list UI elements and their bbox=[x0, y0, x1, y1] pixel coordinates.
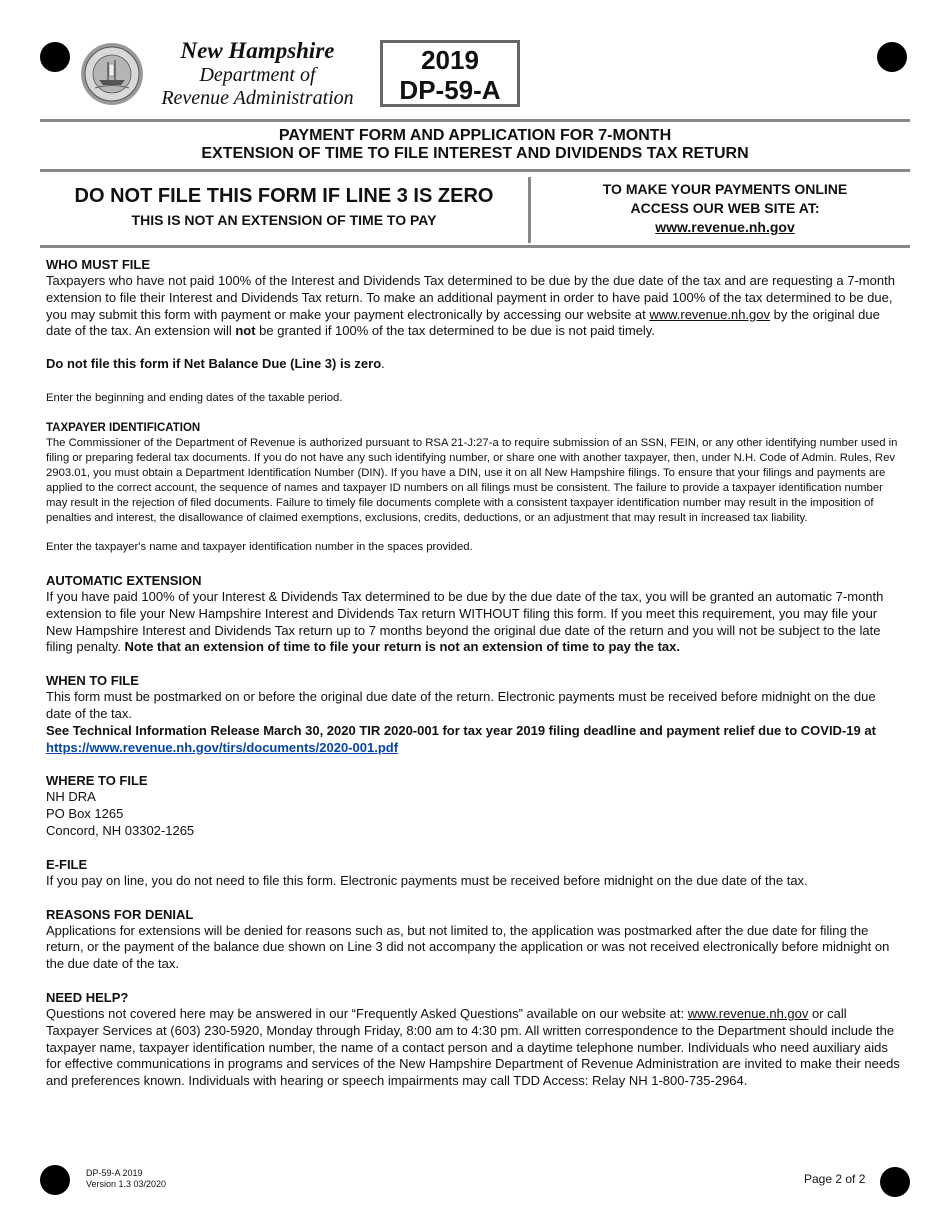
online-payment-notice bbox=[540, 180, 910, 237]
footer-form-number: DP-59-A 2019 bbox=[86, 1168, 143, 1178]
when-to-file-heading: WHEN TO FILE bbox=[46, 673, 139, 689]
tax-year: 2019 bbox=[421, 45, 479, 75]
denial-heading: REASONS FOR DENIAL bbox=[46, 906, 194, 922]
no-file-note-bold: Do not file this form if Net Balance Due (Line 3) is zero bbox=[46, 356, 382, 372]
registration-mark-top-right bbox=[877, 42, 907, 72]
taxpayer-id-heading: TAXPAYER IDENTIFICATION bbox=[46, 421, 201, 434]
state-name: New Hampshire bbox=[180, 38, 335, 63]
covid-relief-note: See Technical Information Release March 30, 2020 TIR 2020-001 for tax year 2019 filing deadline and payment relief due to COVID-19 at bbox=[46, 722, 876, 738]
no-file-note-period: . bbox=[381, 356, 385, 372]
need-help-text-a: Questions not covered here may be answered in our “Frequently Asked Questions” available on our website at: bbox=[46, 1005, 688, 1021]
need-help-heading: NEED HELP? bbox=[46, 989, 129, 1005]
efile-text: If you pay on line, you do not need to file this form. Electronic payments must be received before midnight on the due date of the tax. bbox=[46, 872, 808, 888]
who-must-file-text-b: by the original due date of the tax. An extension will bbox=[46, 306, 880, 339]
tir-document-link[interactable]: https://www.revenue.nh.gov/tirs/documents/2020-001.pdf bbox=[46, 739, 399, 755]
denial-text: Applications for extensions will be denied for reasons such as, but not limited to, the application was postmarked after the due date for filing the return, or the payment of the balance due shown on Line 3 did not accompany the application or was not received electronically before midnight on the due date of the tax. bbox=[46, 922, 890, 972]
not-emphasis: not bbox=[235, 323, 256, 339]
automatic-extension-text bbox=[46, 589, 902, 656]
website-link[interactable]: www.revenue.nh.gov bbox=[649, 306, 770, 322]
address-line-2: PO Box 1265 bbox=[46, 806, 124, 822]
state-seal-logo bbox=[80, 42, 144, 106]
registration-mark-bottom-right bbox=[880, 1167, 910, 1197]
divider-middle bbox=[40, 169, 910, 172]
who-must-file-text-a: Taxpayers who have not paid 100% of the Interest and Dividends Tax determined to be due by the due date of the tax and are requesting a 7-month extension to file their Interest and Dividends Tax return. To make an additional payment in order to have paid 100% of the tax determined to be due, you may submit this form with payment or make your payment electronically by accessing our website at bbox=[46, 273, 895, 322]
warning-main: DO NOT FILE THIS FORM IF LINE 3 IS ZERO bbox=[74, 185, 494, 207]
zero-line-warning bbox=[40, 183, 528, 229]
page-number: Page 2 of 2 bbox=[804, 1172, 866, 1186]
need-help-text bbox=[46, 1006, 902, 1090]
divider-bottom bbox=[40, 245, 910, 248]
need-help-text-b: or call Taxpayer Services at (603) 230-5920, Monday through Friday, 8:00 am to 4:30 pm. All written correspondence to the Department should include the taxpayer name, taxpayer identification number, the name of a contact person and a daytime telephone number. Individuals who need auxiliary aids for effective communications in programs and services of the New Hampshire Department of Revenue Administration are invited to make their needs and preferences known. Individuals with hearing or speech impairments may call TDD Access: Relay NH 1-800-735-2964. bbox=[46, 1005, 900, 1089]
divider-top bbox=[40, 119, 910, 122]
who-must-file-text bbox=[46, 273, 902, 340]
efile-heading: E-FILE bbox=[46, 856, 88, 872]
department-line-2: Revenue Administration bbox=[161, 87, 354, 109]
taxpayer-id-text: The Commissioner of the Department of Revenue is authorized pursuant to RSA 21-J:27-a to require submission of an SSN, FEIN, or any other identifying number used in filing or preparing federal tax documents. If you do not have any such identifying number, or share one with another taxpayer, then, under N.H. Code of Admin. Rules, Rev 2903.01, you must obtain a Department Identification Number (DIN). If you have a DIN, use it on all New Hampshire filings. To ensure that your filings and payments are applied to the correct account, the sequence of names and taxpayer ID numbers on all filings must be consistent. The failure to provide a taxpayer identification number may result in the rejection of filed documents. Failure to timely file documents complete with a consistent taxpayer identification number may result in the imposition of penalties and interest, the disallowance of claimed exemptions, exclusions, credits, deductions, or an adjustment that may result in increased tax liability. bbox=[46, 436, 898, 524]
who-must-file-text-c: be granted if 100% of the tax determined to be due is not paid timely. bbox=[255, 323, 655, 339]
when-to-file-text: This form must be postmarked on or before the original due date of the return. Electronic payments must be received before midnight on the due date of the tax. bbox=[46, 689, 876, 721]
online-url-link[interactable]: www.revenue.nh.gov bbox=[655, 219, 795, 235]
address-line-1: NH DRA bbox=[46, 789, 96, 805]
online-line-2: ACCESS OUR WEB SITE AT: bbox=[630, 200, 820, 216]
footer-version: Version 1.3 03/2020 bbox=[86, 1179, 167, 1189]
department-line-1: Department of bbox=[199, 64, 316, 86]
form-title-line-2: EXTENSION OF TIME TO FILE INTEREST AND DIVIDENDS TAX RETURN bbox=[201, 145, 749, 162]
footer-form-id bbox=[86, 1168, 166, 1190]
who-must-file-heading: WHO MUST FILE bbox=[46, 257, 150, 272]
form-title bbox=[40, 127, 910, 163]
automatic-extension-heading: AUTOMATIC EXTENSION bbox=[46, 572, 202, 588]
instructions-body bbox=[46, 256, 902, 1090]
address-line-3: Concord, NH 03302-1265 bbox=[46, 822, 195, 838]
automatic-extension-bold: Note that an extension of time to file your return is not an extension of time to pay the tax. bbox=[124, 639, 680, 655]
no-file-note bbox=[46, 356, 902, 373]
registration-mark-top-left bbox=[40, 42, 70, 72]
help-website-link[interactable]: www.revenue.nh.gov bbox=[687, 1005, 809, 1021]
automatic-extension-body: If you have paid 100% of your Interest & Dividends Tax determined to be due by the due date of the tax, you will be granted an automatic 7-month extension to file your New Hampshire Interest and Dividends Tax return WITHOUT filing this form. If you meet this requirement, you may file your New Hampshire Interest and Dividends Tax return up to 7 months beyond the original due date of the return and you will not be subject to the late filing penalty. bbox=[46, 588, 884, 655]
online-line-1: TO MAKE YOUR PAYMENTS ONLINE bbox=[602, 181, 848, 197]
form-id-box bbox=[380, 40, 520, 107]
registration-mark-bottom-left bbox=[40, 1165, 70, 1195]
taxable-period-note: Enter the beginning and ending dates of the taxable period. bbox=[46, 391, 343, 404]
agency-name bbox=[150, 38, 365, 110]
taxpayer-id-note: Enter the taxpayer's name and taxpayer identification number in the spaces provided. bbox=[46, 540, 473, 553]
form-title-line-1: PAYMENT FORM AND APPLICATION FOR 7-MONTH bbox=[278, 127, 672, 144]
where-to-file-heading: WHERE TO FILE bbox=[46, 773, 148, 789]
divider-vertical bbox=[528, 177, 531, 243]
form-number: DP-59-A bbox=[399, 75, 501, 105]
warning-sub: THIS IS NOT AN EXTENSION OF TIME TO PAY bbox=[131, 212, 437, 228]
